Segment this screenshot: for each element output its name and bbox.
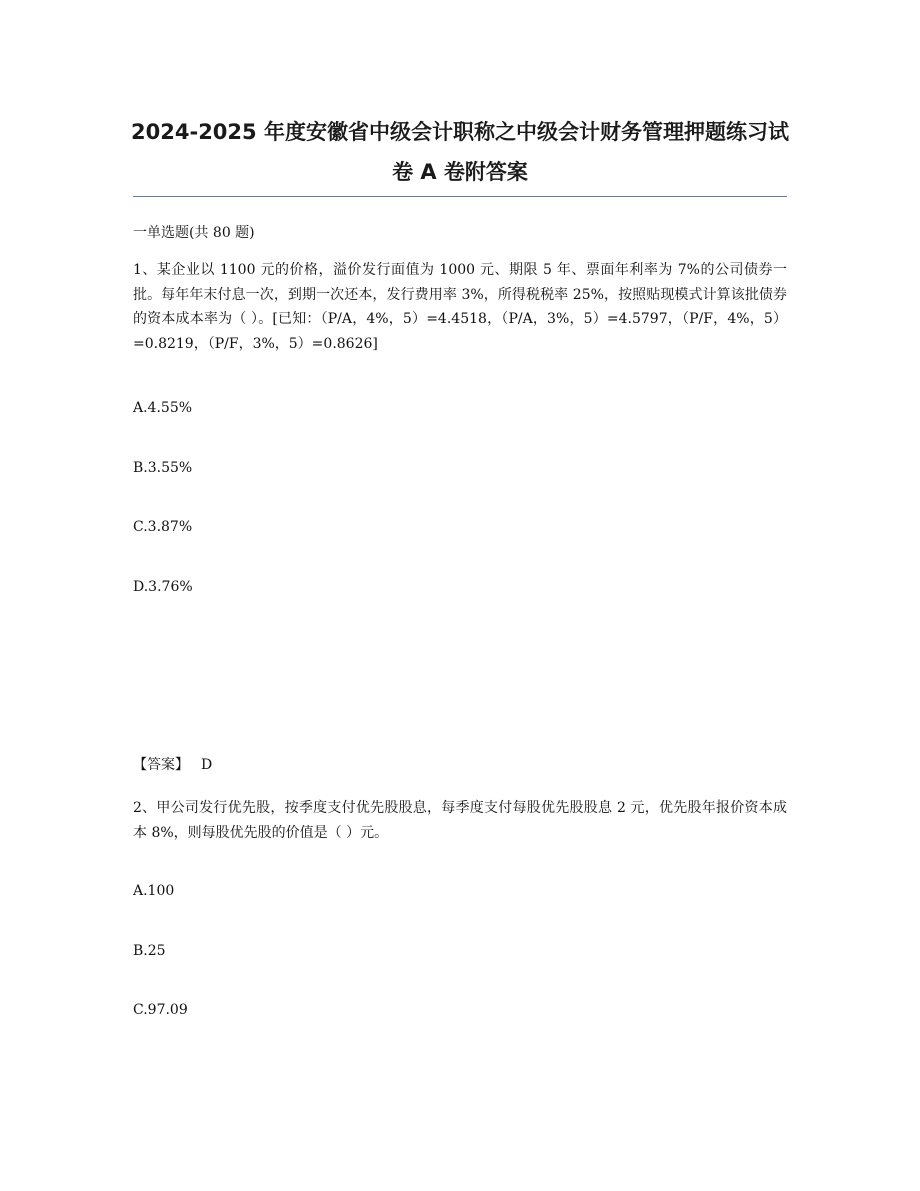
question-1-option-c: C.3.87% (133, 519, 193, 535)
question-2-option-c: C.97.09 (133, 1002, 188, 1018)
answer-label: 【答案】 (133, 757, 189, 773)
section-header: 一单选题(共 80 题) (133, 225, 255, 241)
answer-value: D (201, 757, 213, 773)
question-2-option-b: B.25 (133, 943, 166, 959)
page-title: 2024-2025 年度安徽省中级会计职称之中级会计财务管理押题练习试卷 A 卷附答案 (131, 120, 789, 184)
question-2-text: 2、甲公司发行优先股，按季度支付优先股股息，每季度支付每股优先股股息 2 元，优先股年报价资本成本 8%，则每股优先股的价值是（ ）元。 (133, 800, 787, 841)
question-1-option-a: A.4.55% (133, 400, 193, 416)
question-1-answer (133, 755, 212, 775)
title-divider (133, 196, 787, 197)
question-1-option-d: D.3.76% (133, 579, 193, 595)
question-2-option-a: A.100 (133, 883, 175, 899)
question-1-option-b: B.3.55% (133, 460, 193, 476)
question-1-text: 1、某企业以 1100 元的价格，溢价发行面值为 1000 元、期限 5 年、票面年利率为 7%的公司债券一批。每年年末付息一次，到期一次还本，发行费用率 3%，所得税税率 25%，按照贴现模式计算该批债券的资本成本率为（ ）。[已知：（P/A，4%，5）=4.4518，（P/A，3%，5）=4.5797，（P/F，4%，5）=0.8219，（P/F，3%，5）=0.8626] (133, 262, 787, 352)
